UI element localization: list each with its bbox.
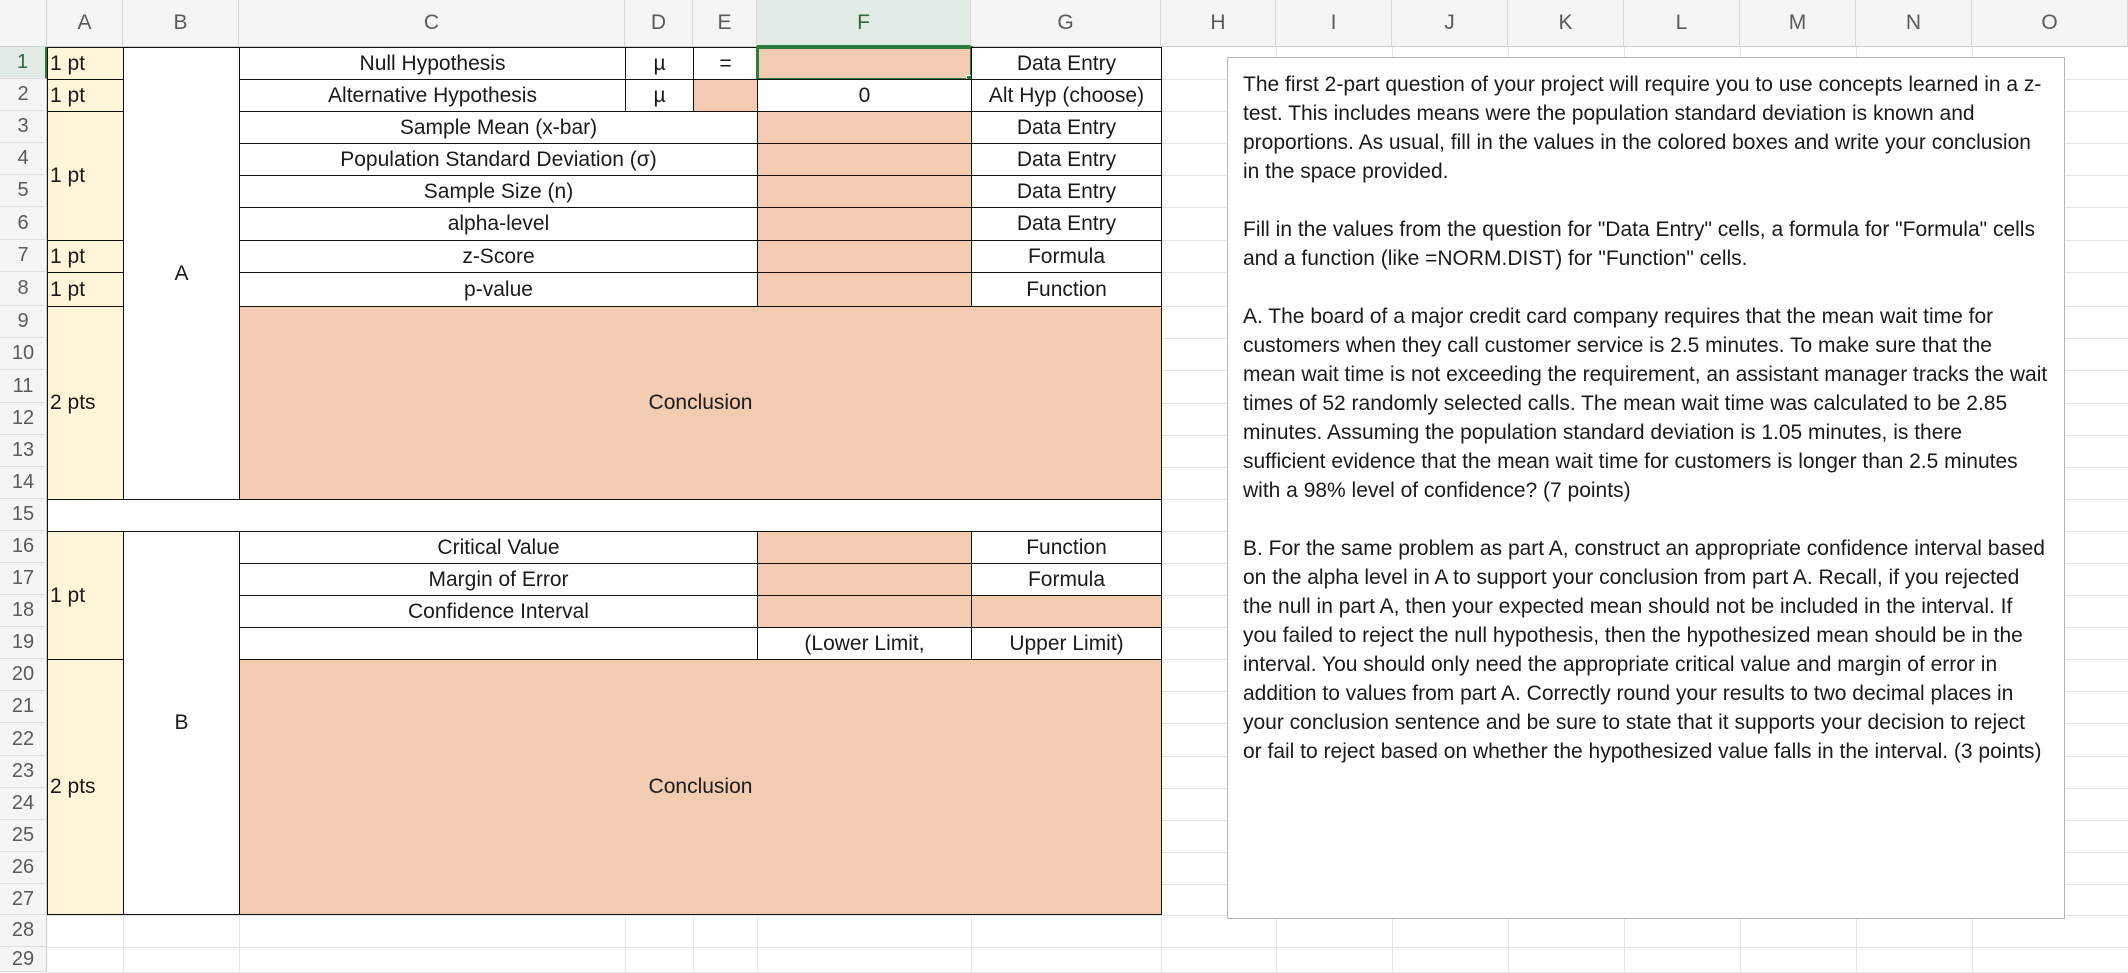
instructions-paragraph-4: B. For the same problem as part A, construct an appropriate confidence interval based on the alpha level in A to support your conclusion from part A. Recall, if you rejected the null in part A, then your expected mean should not be included in the interval. If you failed to reject the null hypothesis, then the hypothesized mean should be in the interval. You should only need the appropriate critical value and margin of error in addition to values from part A. Correctly round your results to two decimal places in your conclusion sentence and be sure to state that it supports your decision to reject or fail to reject based on whether the hypothesized value falls in the interval. (3 points) [1243, 537, 2051, 763]
points-rows-16-19[interactable]: 1 pt [47, 531, 124, 660]
z-score-label: z-Score [239, 240, 758, 273]
sample-mean-type: Data Entry [971, 111, 1162, 144]
z-score-type: Formula [971, 240, 1162, 273]
part-a-conclusion-cell[interactable]: Conclusion [239, 306, 1162, 500]
points-rows-3-6[interactable]: 1 pt [47, 111, 124, 241]
sample-mean-cell[interactable] [757, 111, 972, 144]
row-header-7[interactable]: 7 [0, 240, 47, 272]
col-header-d[interactable]: D [625, 0, 693, 47]
row-header-3[interactable]: 3 [0, 111, 47, 143]
part-b-conclusion-cell[interactable]: Conclusion [239, 659, 1162, 915]
row-header-9[interactable]: 9 [0, 306, 47, 338]
section-label-b[interactable]: B [123, 531, 240, 915]
pop-sd-label: Population Standard Deviation (σ) [239, 143, 758, 176]
points-row-8[interactable]: 1 pt [47, 272, 124, 307]
critical-value-label: Critical Value [239, 531, 758, 564]
row-header-25[interactable]: 25 [0, 820, 47, 852]
row-header-11[interactable]: 11 [0, 370, 47, 403]
row-header-5[interactable]: 5 [0, 175, 47, 207]
lower-limit-label: (Lower Limit, [757, 627, 972, 660]
sample-size-label: Sample Size (n) [239, 175, 758, 208]
ci-lower-cell[interactable] [757, 595, 972, 628]
col-header-b[interactable]: B [123, 0, 239, 47]
row-header-10[interactable]: 10 [0, 338, 47, 370]
col-header-n[interactable]: N [1856, 0, 1972, 47]
row-header-15[interactable]: 15 [0, 499, 47, 531]
points-row-1[interactable]: 1 pt [47, 47, 124, 80]
alt-hypothesis-type: Alt Hyp (choose) [971, 79, 1162, 112]
ci-blank-label[interactable] [239, 627, 758, 660]
ci-upper-cell[interactable] [971, 595, 1162, 628]
col-header-a[interactable]: A [47, 0, 123, 47]
row-15-separator[interactable] [47, 499, 1162, 532]
alt-hypothesis-label: Alternative Hypothesis [239, 79, 626, 112]
col-header-i[interactable]: I [1276, 0, 1392, 47]
critical-value-cell[interactable] [757, 531, 972, 564]
row-header-21[interactable]: 21 [0, 691, 47, 723]
alpha-cell[interactable] [757, 207, 972, 241]
instructions-paragraph-3: A. The board of a major credit card company requires that the mean wait time for customers when they call customer service is 2.5 minutes. To make sure that the mean wait time is not exceeding the requirement, an assistant manager tracks the wait times of 52 randomly selected calls. The mean wait time was calculated to be 2.85 minutes. Assuming the population standard deviation is 1.05 minutes, is there sufficient evidence that the mean wait time for customers is longer than 2.5 minutes with a 98% level of confidence? (7 points) [1243, 305, 2054, 502]
col-header-f[interactable]: F [757, 0, 971, 47]
points-row-2[interactable]: 1 pt [47, 79, 124, 112]
row-header-18[interactable]: 18 [0, 595, 47, 627]
sample-mean-label: Sample Mean (x-bar) [239, 111, 758, 144]
col-header-k[interactable]: K [1508, 0, 1624, 47]
col-header-l[interactable]: L [1624, 0, 1740, 47]
col-header-g[interactable]: G [971, 0, 1161, 47]
instructions-textbox[interactable] [1227, 57, 2065, 919]
margin-of-error-cell[interactable] [757, 563, 972, 596]
row-header-1[interactable]: 1 [0, 47, 47, 79]
row-header-6[interactable]: 6 [0, 207, 47, 240]
col-header-h[interactable]: H [1161, 0, 1276, 47]
pop-sd-type: Data Entry [971, 143, 1162, 176]
sample-size-cell[interactable] [757, 175, 972, 208]
points-row-7[interactable]: 1 pt [47, 240, 124, 273]
col-header-j[interactable]: J [1392, 0, 1508, 47]
row-header-14[interactable]: 14 [0, 467, 47, 499]
row-header-4[interactable]: 4 [0, 143, 47, 175]
confidence-interval-label: Confidence Interval [239, 595, 758, 628]
p-value-cell[interactable] [757, 272, 972, 307]
row-header-23[interactable]: 23 [0, 756, 47, 788]
null-hypothesis-symbol: µ [625, 47, 694, 80]
pop-sd-cell[interactable] [757, 143, 972, 176]
select-all-corner[interactable] [0, 0, 47, 47]
alt-hypothesis-symbol: µ [625, 79, 694, 112]
alpha-label: alpha-level [239, 207, 758, 241]
margin-of-error-type: Formula [971, 563, 1162, 596]
col-header-e[interactable]: E [693, 0, 757, 47]
row-header-12[interactable]: 12 [0, 403, 47, 435]
row-header-27[interactable]: 27 [0, 884, 47, 915]
null-hypothesis-label: Null Hypothesis [239, 47, 626, 80]
sample-size-type: Data Entry [971, 175, 1162, 208]
upper-limit-label: Upper Limit) [971, 627, 1162, 660]
row-header-17[interactable]: 17 [0, 563, 47, 595]
null-hypothesis-operator[interactable]: = [693, 47, 758, 80]
row-header-19[interactable]: 19 [0, 627, 47, 659]
row-header-29[interactable]: 29 [0, 947, 47, 972]
row-header-26[interactable]: 26 [0, 852, 47, 884]
col-header-c[interactable]: C [239, 0, 625, 47]
alt-hypothesis-operator-cell[interactable] [693, 79, 758, 112]
alpha-type: Data Entry [971, 207, 1162, 241]
col-header-m[interactable]: M [1740, 0, 1856, 47]
col-header-o[interactable]: O [1972, 0, 2128, 47]
instructions-paragraph-1: The first 2-part question of your project will require you to use concepts learned in a z-test. This includes means were the population standard deviation is known and proportions. As usual, fill in the values in the colored boxes and write your conclusion in the space provided. [1243, 73, 2042, 183]
critical-value-type: Function [971, 531, 1162, 564]
points-rows-20-27[interactable]: 2 pts [47, 659, 124, 915]
row-header-28[interactable]: 28 [0, 915, 47, 947]
points-rows-9-14[interactable]: 2 pts [47, 306, 124, 500]
alt-hypothesis-value-cell[interactable]: 0 [757, 79, 972, 112]
row-header-2[interactable]: 2 [0, 79, 47, 111]
p-value-label: p-value [239, 272, 758, 307]
row-header-13[interactable]: 13 [0, 435, 47, 467]
section-label-a[interactable]: A [123, 47, 240, 500]
null-hypothesis-value-cell[interactable] [757, 47, 972, 80]
instructions-paragraph-2: Fill in the values from the question for "Data Entry" cells, a formula for "Formula" cells and a function (like =NORM.DIST) for "Function" cells. [1243, 218, 2041, 270]
z-score-cell[interactable] [757, 240, 972, 273]
row-header-16[interactable]: 16 [0, 531, 47, 563]
row-header-20[interactable]: 20 [0, 659, 47, 691]
p-value-type: Function [971, 272, 1162, 307]
row-header-24[interactable]: 24 [0, 788, 47, 820]
margin-of-error-label: Margin of Error [239, 563, 758, 596]
null-hypothesis-type: Data Entry [971, 47, 1162, 80]
row-header-8[interactable]: 8 [0, 272, 47, 306]
row-header-22[interactable]: 22 [0, 723, 47, 756]
